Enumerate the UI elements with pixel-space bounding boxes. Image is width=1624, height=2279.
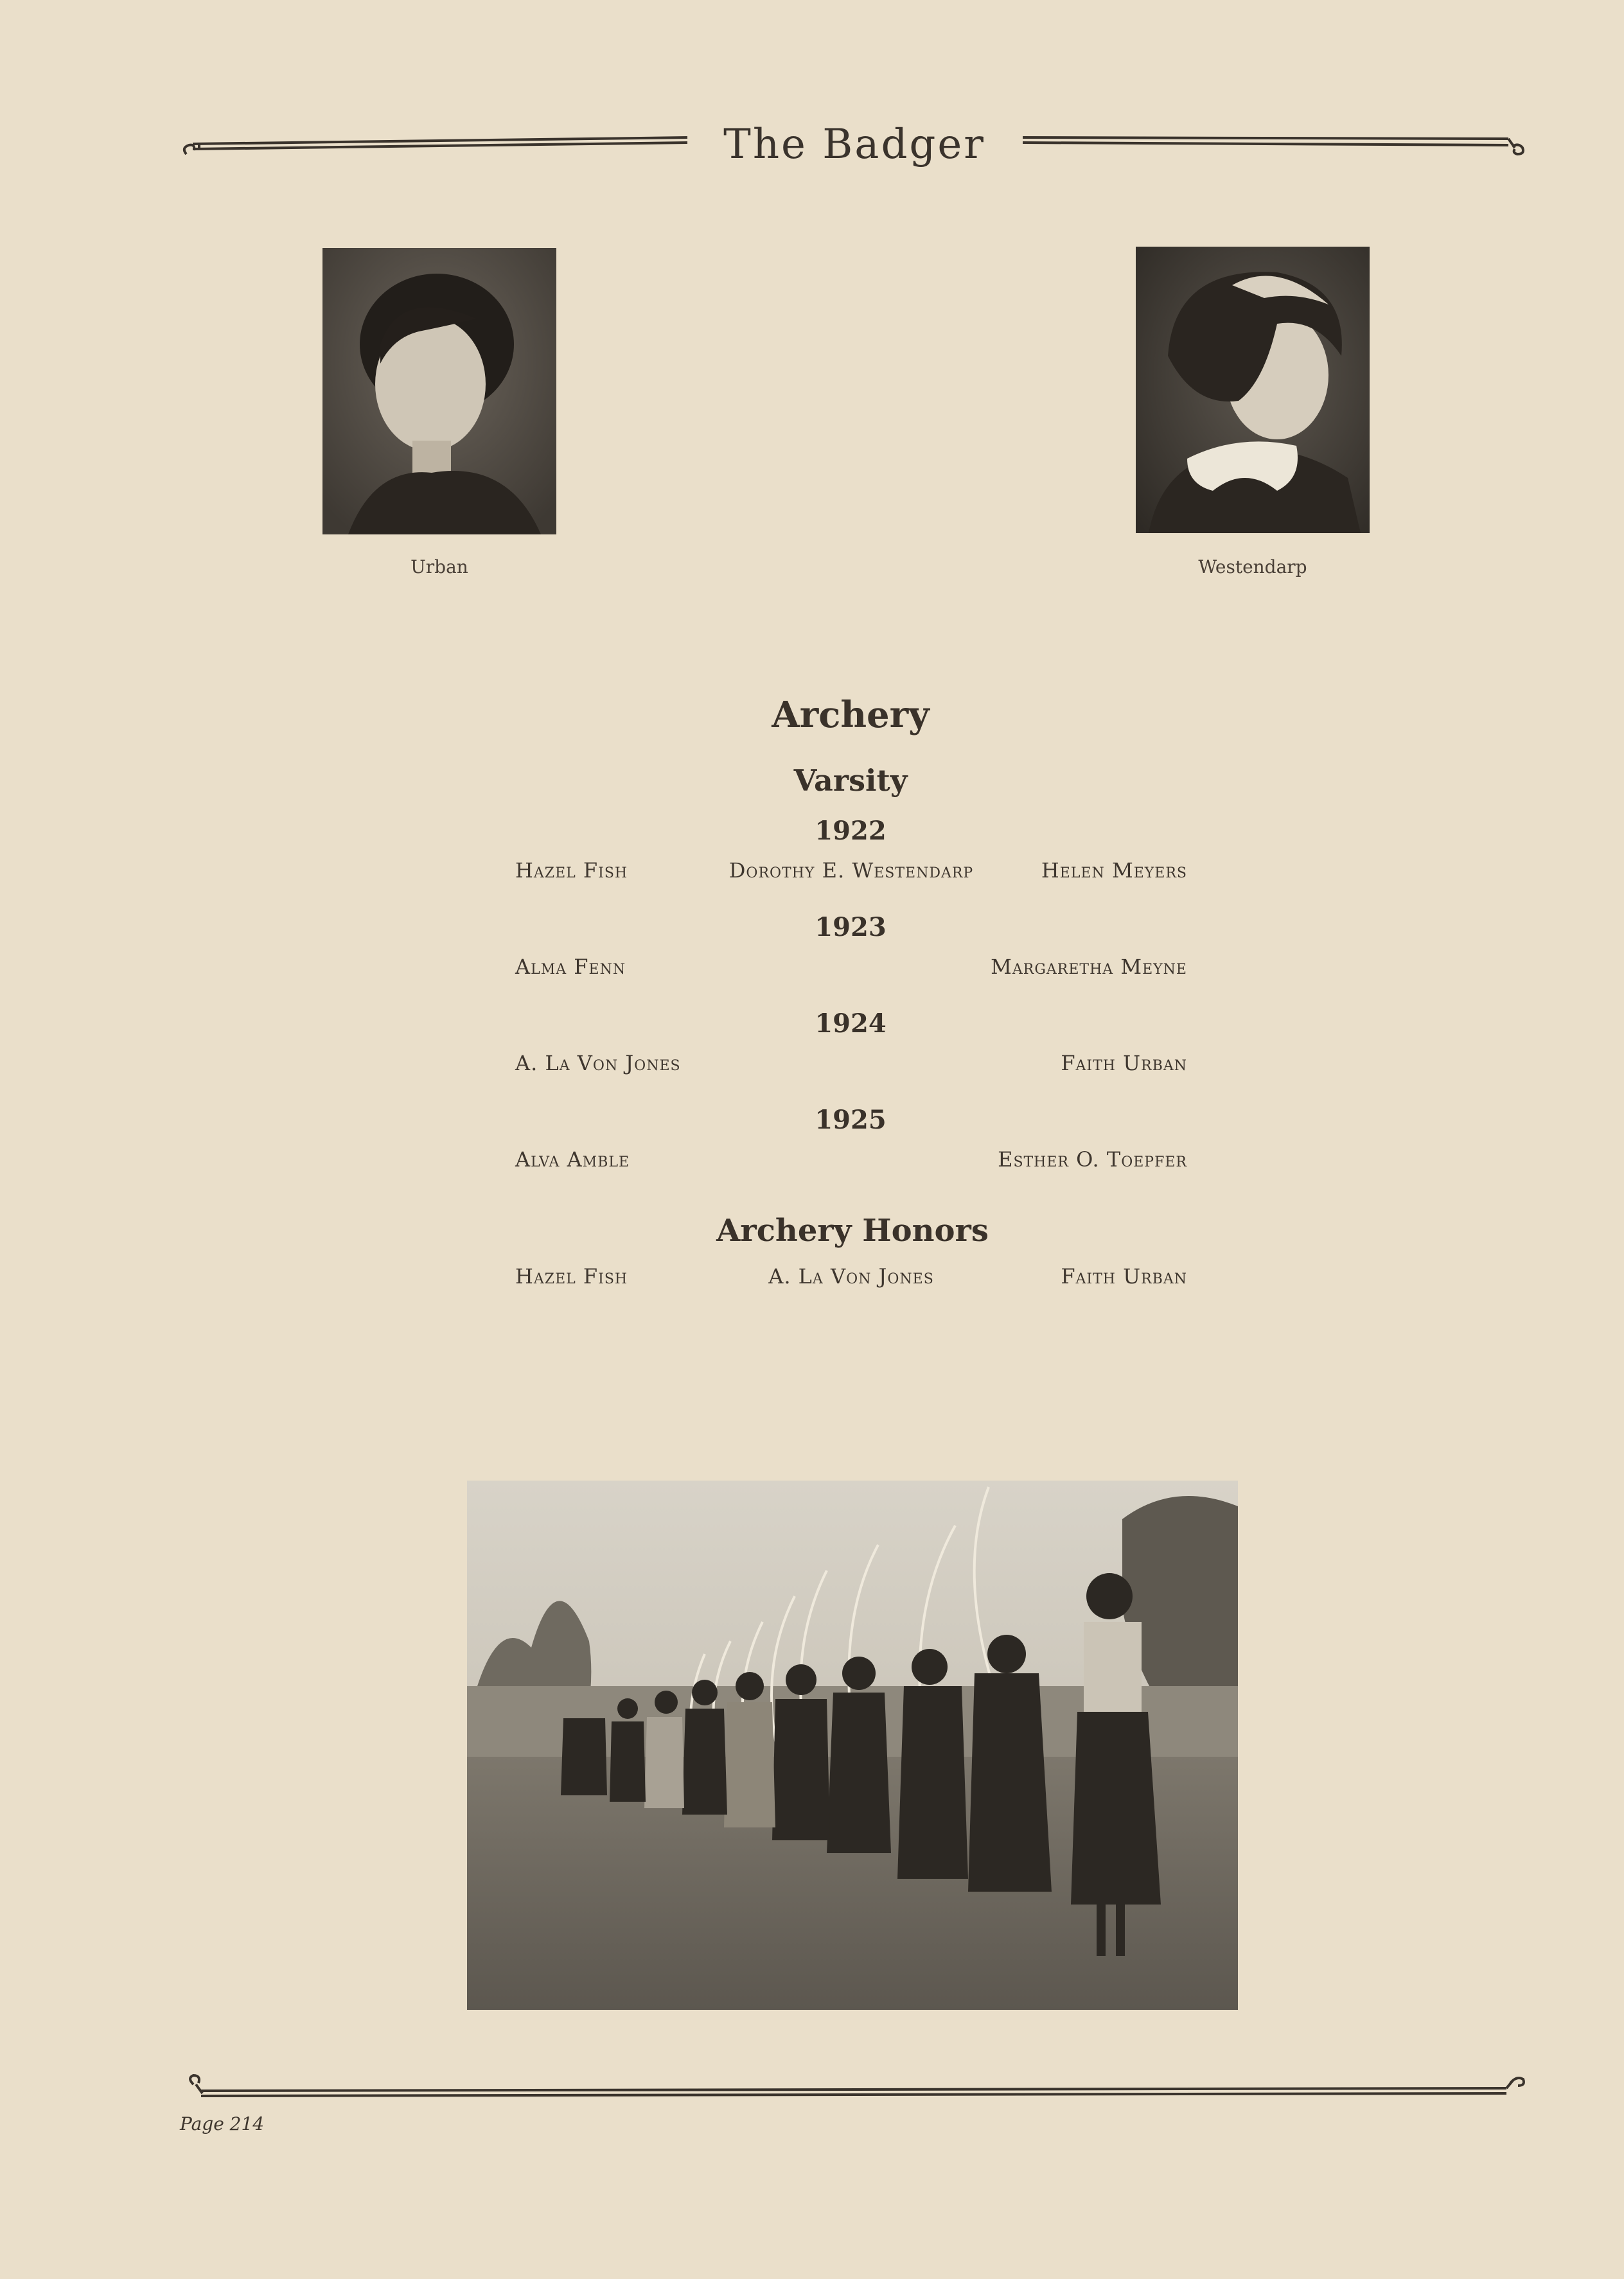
footer-rule	[183, 2072, 1532, 2110]
honors-title: Archery Honors	[716, 1213, 989, 1249]
honors-name: Hazel Fish	[515, 1264, 628, 1289]
header-rule-right	[1020, 128, 1534, 167]
archery-team-photo	[467, 1481, 1238, 2010]
section-title: Archery	[772, 694, 930, 736]
varsity-name: Alma Fenn	[515, 955, 626, 979]
class-year-1923: 1923	[815, 912, 887, 942]
class-year-1922: 1922	[815, 816, 887, 846]
portrait-caption-urban: Urban	[410, 556, 468, 577]
portrait-caption-westendarp: Westendarp	[1198, 556, 1307, 577]
header-title: The Badger	[723, 121, 985, 168]
varsity-name: Dorothy E. Westendarp	[728, 858, 974, 883]
varsity-name: Helen Meyers	[1041, 858, 1187, 883]
varsity-name: Faith Urban	[1061, 1051, 1187, 1075]
honors-name: Faith Urban	[1061, 1264, 1187, 1289]
page-number: Page 214	[180, 2113, 265, 2134]
portrait-urban	[322, 248, 556, 534]
section-subtitle: Varsity	[793, 763, 908, 798]
header-rule-left	[180, 128, 694, 167]
honors-name: A. La Von Jones	[768, 1264, 934, 1289]
varsity-name: Margaretha Meyne	[991, 955, 1187, 979]
varsity-name: Alva Amble	[515, 1147, 630, 1172]
class-year-1924: 1924	[815, 1008, 887, 1039]
varsity-name: Esther O. Toepfer	[998, 1147, 1187, 1172]
varsity-name: Hazel Fish	[515, 858, 628, 883]
portrait-westendarp	[1136, 247, 1370, 533]
varsity-name: A. La Von Jones	[515, 1051, 681, 1075]
class-year-1925: 1925	[815, 1105, 887, 1135]
